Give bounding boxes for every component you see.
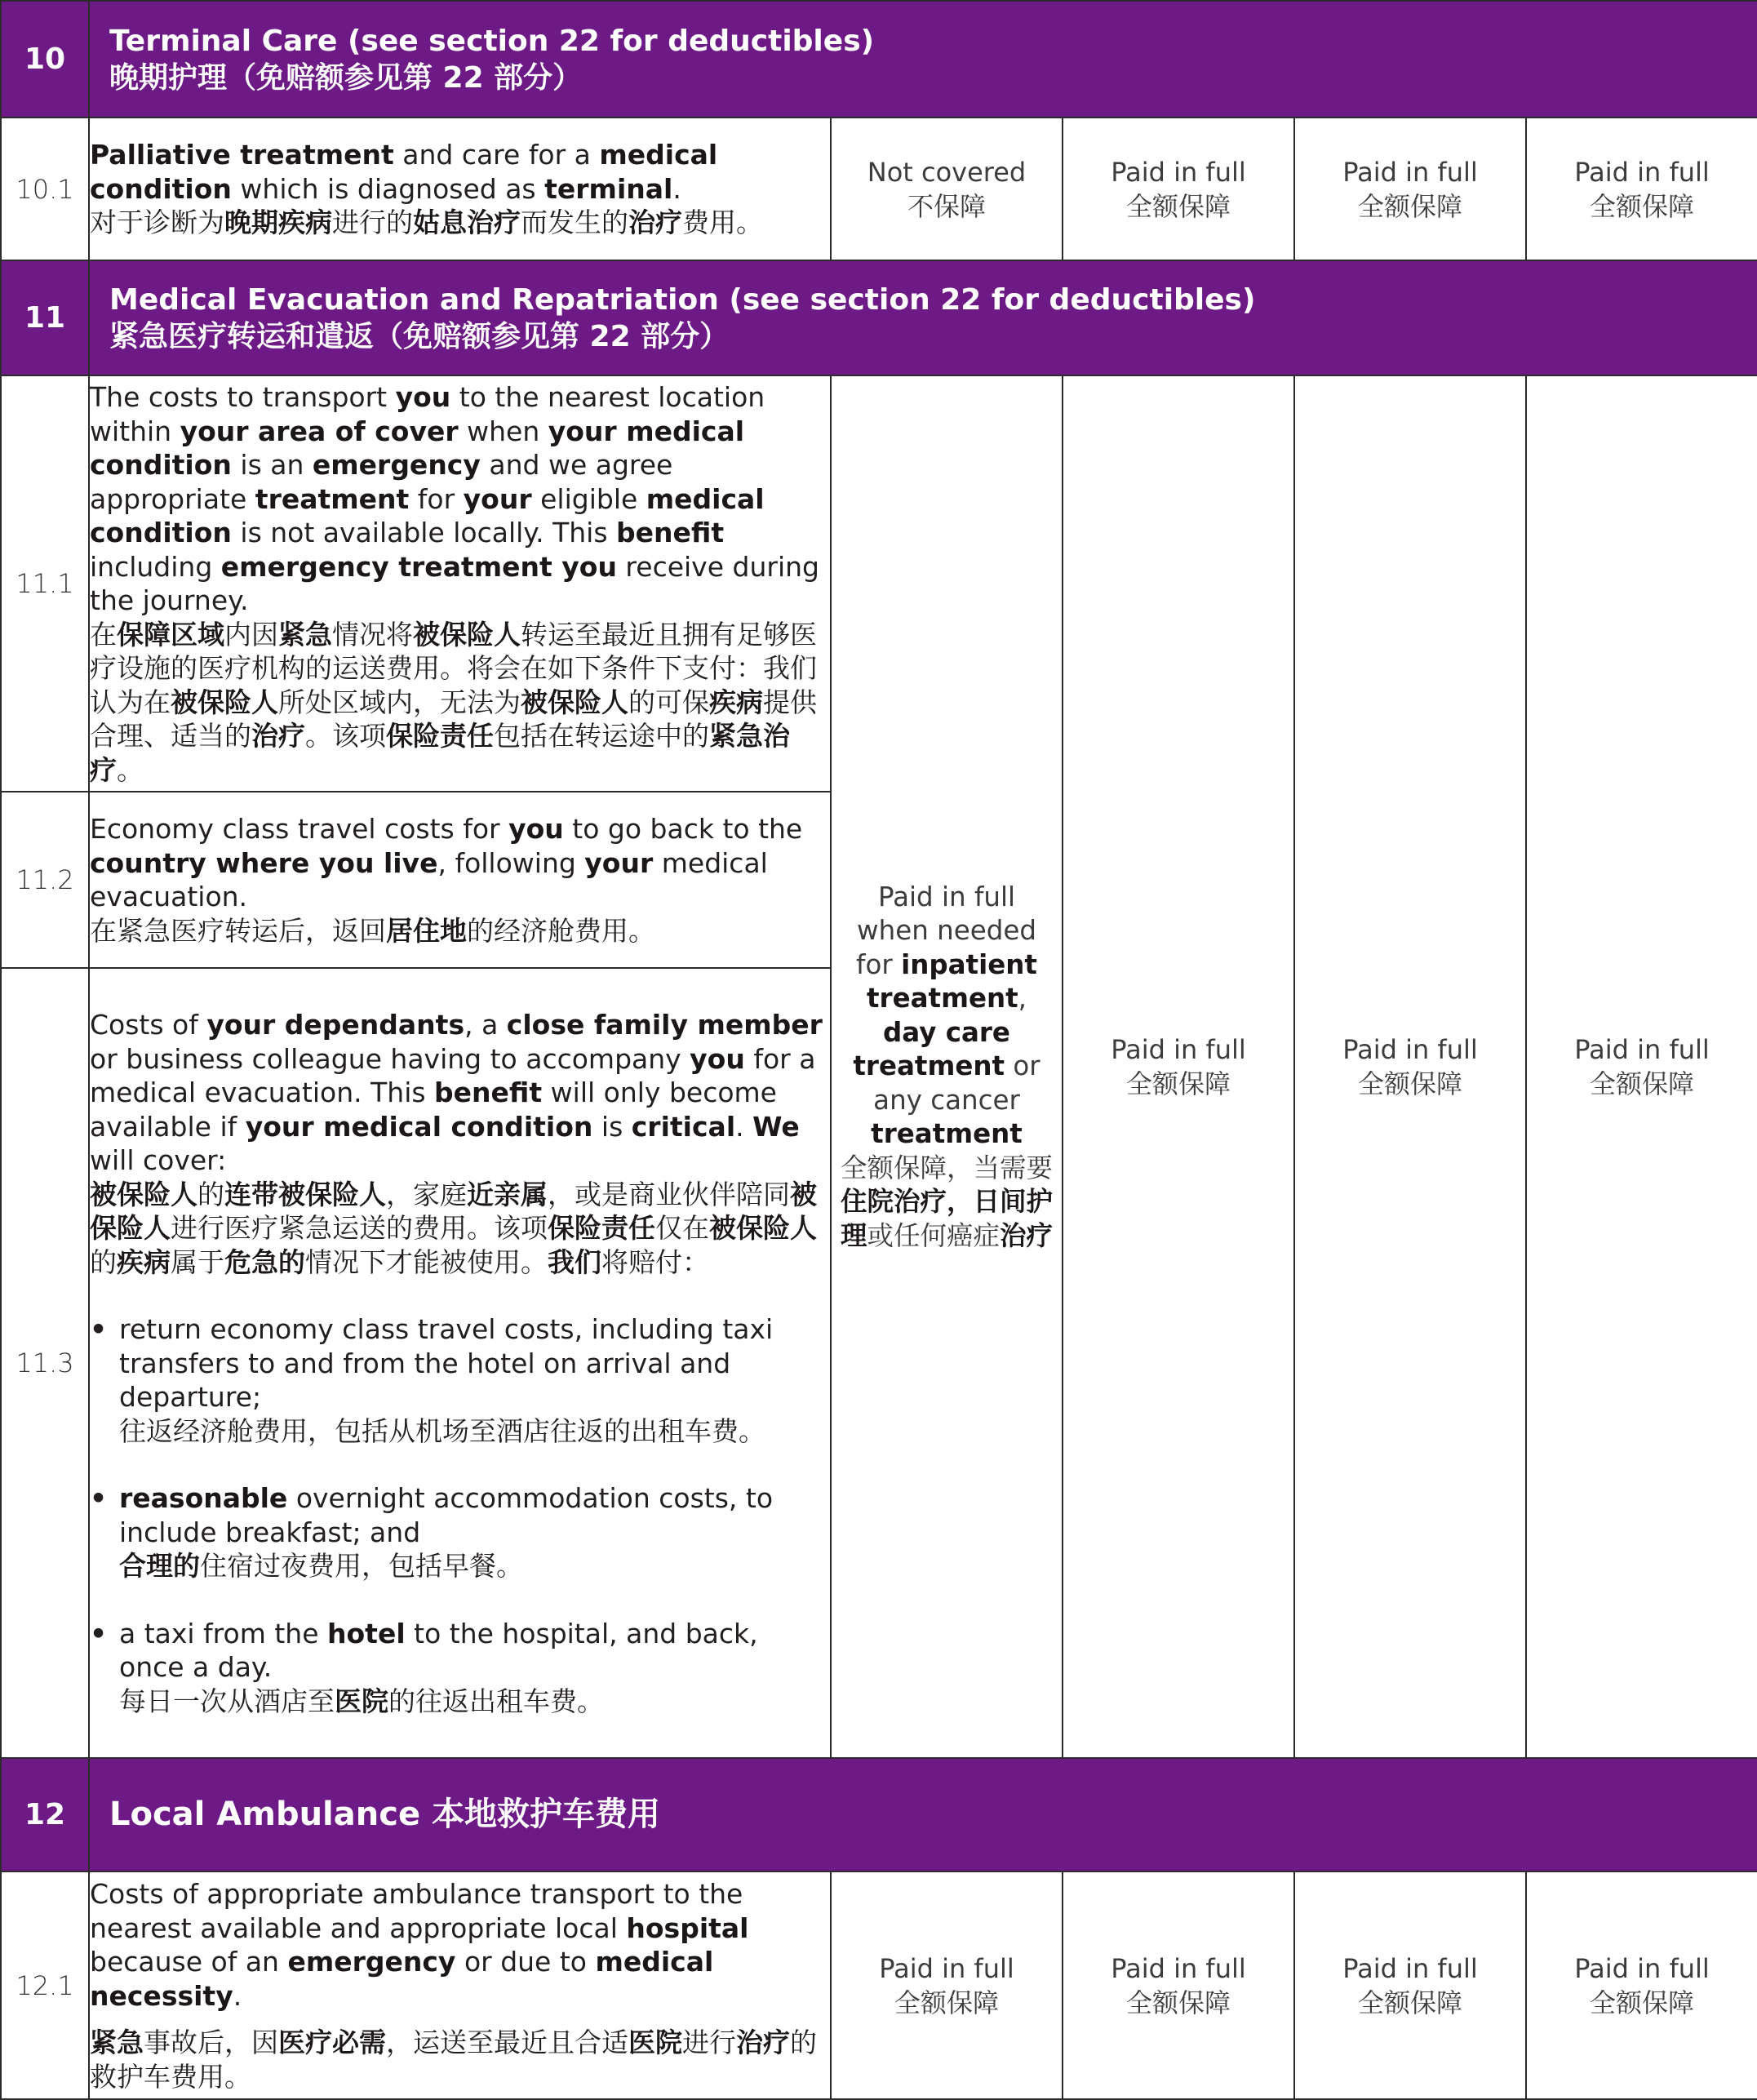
list-item: • a taxi from the hotel to the hospital, and back, once a day. 每日一次从酒店至医院的往返出租车费。 <box>90 1617 758 1717</box>
item-description <box>89 375 831 792</box>
plan-value-cell: Paid in full 全额保障 <box>1063 1871 1294 2099</box>
item-number: 11.1 <box>1 375 89 792</box>
item-description <box>89 968 831 1758</box>
bullet-marker: • <box>90 1617 108 1649</box>
plan-value-cell: Paid in full 全额保障 <box>1294 118 1526 260</box>
item-number: 11.3 <box>1 968 89 1758</box>
coverage-bullet-list <box>90 1312 830 1718</box>
item-number: 11.2 <box>1 792 89 968</box>
description-en: Economy class travel costs for you to go back to the country where you live, following your medical evacuation. <box>90 813 803 912</box>
item-number: 12.1 <box>1 1871 89 2099</box>
section-title-cn: 紧急医疗转运和遣返（免赔额参见第 22 部分） <box>109 319 730 353</box>
description-cn: 紧急事故后，因医疗必需，运送至最近且合适医院进行治疗的救护车费用。 <box>90 2027 817 2093</box>
plan-value-cell: Paid in full 全额保障 <box>1294 1871 1526 2099</box>
description-cn: 被保险人的连带被保险人，家庭近亲属，或是商业伙伴陪同被保险人进行医疗紧急运送的费用。该项保险责任仅在被保险人的疾病属于危急的情况下才能被使用。我们将赔付： <box>90 1178 817 1278</box>
plan-value-cell: Paid in full 全额保障 <box>1063 118 1294 260</box>
item-description <box>89 1871 831 2099</box>
plan-value-cell-merged: Paid in full 全额保障 <box>1063 375 1294 1758</box>
list-item: • return economy class travel costs, including taxi transfers to and from the hotel on arrival and departure; 往返经济舱费用，包括从机场至酒店往返的出租车费。 <box>90 1313 774 1447</box>
plan-value-cell: Not covered 不保障 <box>831 118 1063 260</box>
section-header-11 <box>1 260 1757 375</box>
section-header-10 <box>1 1 1757 118</box>
plan-value-cell-merged <box>831 375 1063 1758</box>
section-title-en: Medical Evacuation and Repatriation (see section 22 for deductibles) <box>109 282 1256 317</box>
description-en: Palliative treatment and care for a medical condition which is diagnosed as terminal. <box>90 139 718 205</box>
section-title <box>89 260 1757 375</box>
list-item: • reasonable overnight accommodation costs, to include breakfast; and 合理的住宿过夜费用，包括早餐。 <box>90 1482 774 1582</box>
section-number: 11 <box>1 260 89 375</box>
plan-value-cell-merged: Paid in full 全额保障 <box>1526 375 1757 1758</box>
bullet-marker: • <box>90 1313 108 1345</box>
description-cn: 在紧急医疗转运后，返回居住地的经济舱费用。 <box>90 914 655 947</box>
table-row-11-1 <box>1 375 1757 792</box>
section-number: 12 <box>1 1758 89 1871</box>
description-en: Costs of appropriate ambulance transport to the nearest available and appropriate local hospital because of an emergency or due to medical necessity. <box>90 1878 749 2012</box>
section-title-en: Terminal Care (see section 22 for deductibles) <box>109 24 875 58</box>
section-title-cn: 晚期护理（免赔额参见第 22 部分） <box>109 60 583 95</box>
item-number: 10.1 <box>1 118 89 260</box>
plan-value-cell: Paid in full 全额保障 <box>831 1871 1063 2099</box>
section-number: 10 <box>1 1 89 118</box>
item-description <box>89 118 831 260</box>
table-row-10-1 <box>1 118 1757 260</box>
section-header-12 <box>1 1758 1757 1871</box>
plan-value-en: Paid in full when needed for inpatient treatment, day care treatment or any cancer treatment <box>853 881 1040 1150</box>
table-row-12-1 <box>1 1871 1757 2099</box>
item-description <box>89 792 831 968</box>
plan-value-cell-merged: Paid in full 全额保障 <box>1294 375 1526 1758</box>
description-cn: 对于诊断为晚期疾病进行的姑息治疗而发生的治疗费用。 <box>90 206 763 239</box>
description-cn: 在保障区域内因紧急情况将被保险人转运至最近且拥有足够医疗设施的医疗机构的运送费用。将会在如下条件下支付：我们认为在被保险人所处区域内，无法为被保险人的可保疾病提供合理、适当的治疗。该项保险责任包括在转运途中的紧急治疗。 <box>90 618 817 786</box>
description-en: Costs of your dependants, a close family member or business colleague having to accompany you for a medical evacuation. This benefit will only become available if your medical condition is critical. We will cover: <box>90 1009 823 1176</box>
plan-value-cn: 全额保障，当需要住院治疗，日间护理或任何癌症治疗 <box>840 1152 1054 1251</box>
bullet-marker: • <box>90 1482 108 1514</box>
plan-value-cell: Paid in full 全额保障 <box>1526 118 1757 260</box>
plan-value-cell: Paid in full 全额保障 <box>1526 1871 1757 2099</box>
section-title <box>89 1 1757 118</box>
section-title: Local Ambulance 本地救护车费用 <box>89 1758 1757 1871</box>
description-en: The costs to transport you to the nearest location within your area of cover when your medical condition is an emergency and we agree appropriate treatment for your eligible medical condition is not available locally. This benefit including emergency treatment you receive during the journey. <box>90 381 819 616</box>
